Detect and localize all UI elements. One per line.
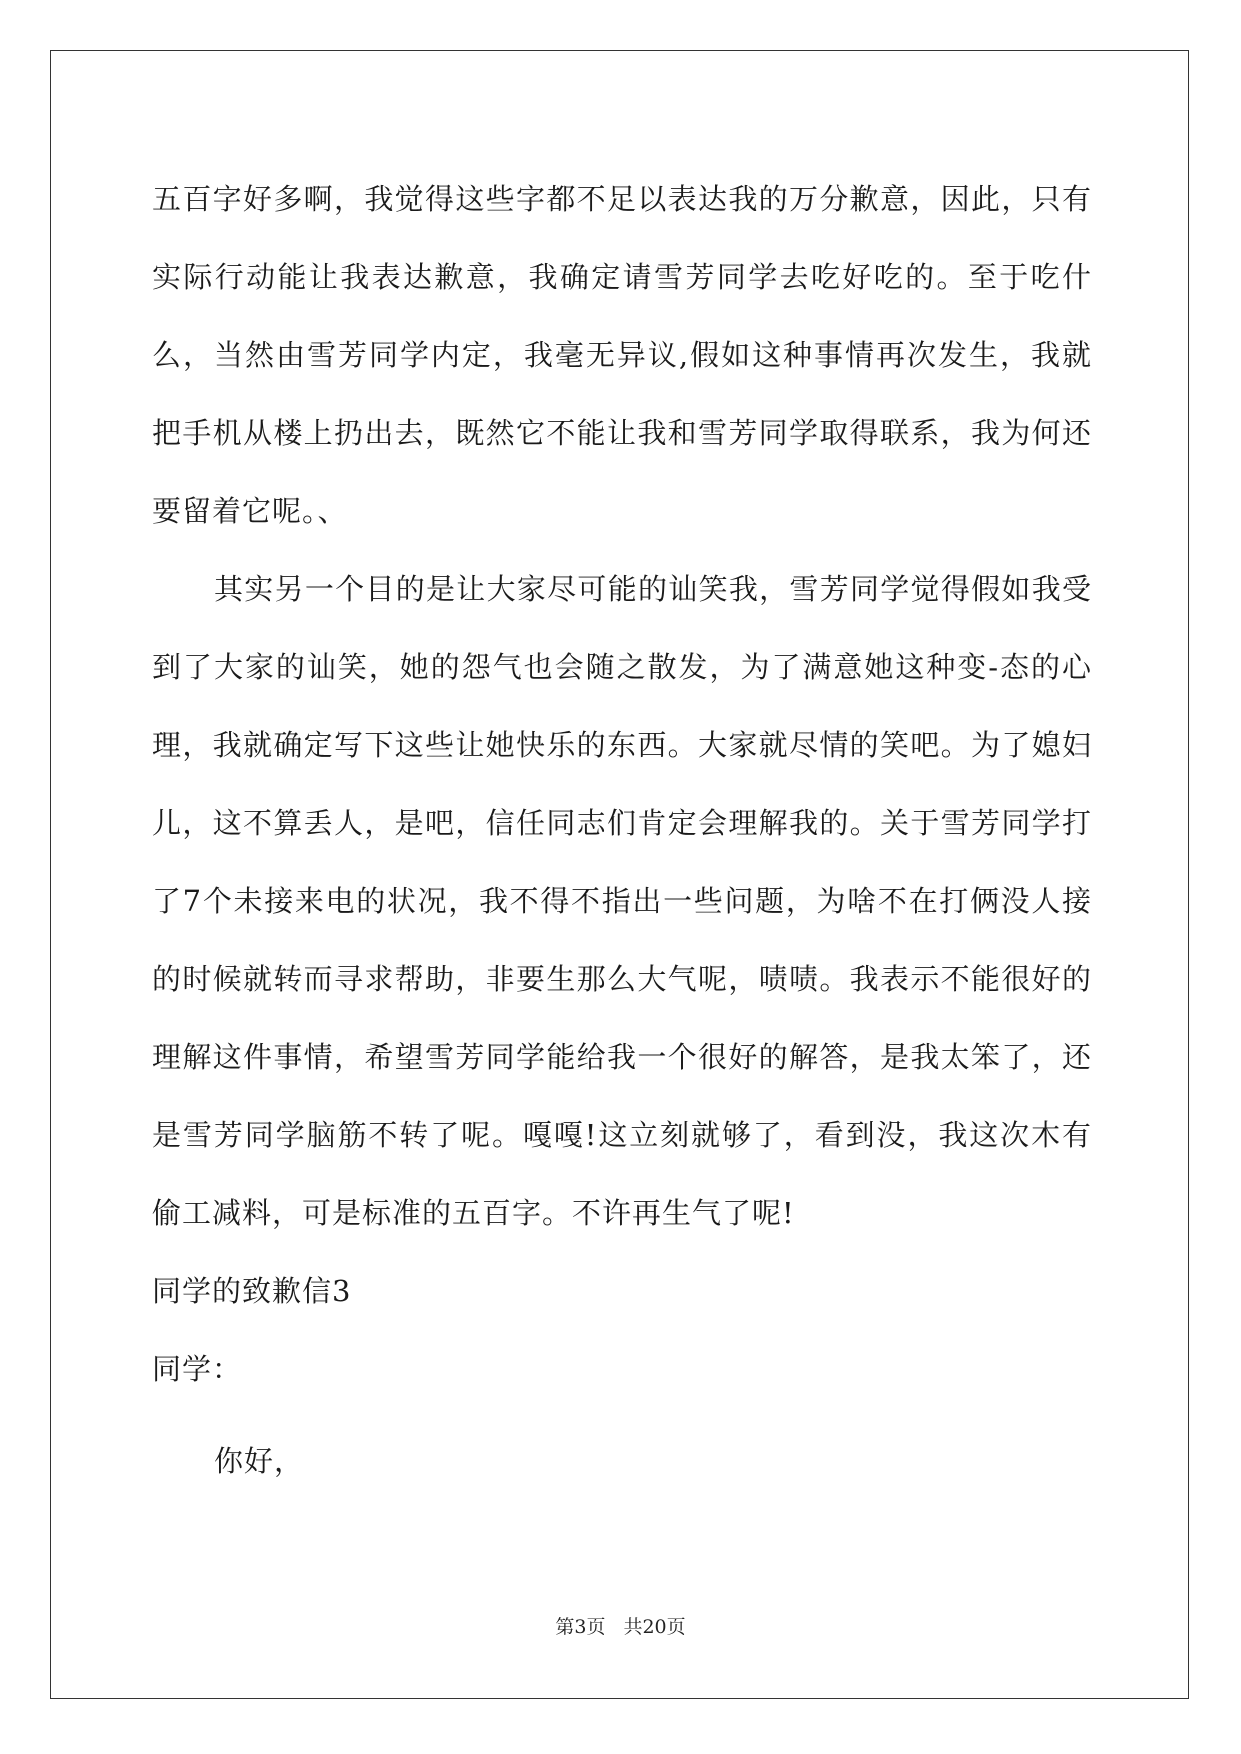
page-number: 第3页 xyxy=(555,1616,606,1638)
section-heading: 同学的致歉信3 xyxy=(152,1274,352,1308)
page-total: 共20页 xyxy=(623,1616,686,1638)
document-body xyxy=(152,160,1092,1500)
page-footer xyxy=(0,1612,1241,1639)
paragraph-2: 其实另一个目的是让大家尽可能的讪笑我，雪芳同学觉得假如我受到了大家的讪笑，她的怨气也会随之散发，为了满意她这种变-态的心理，我就确定写下这些让她快乐的东西。大家就尽情的笑吧。为了媳妇儿，这不算丢人，是吧，信任同志们肯定会理解我的。关于雪芳同学打了7个未接来电的状况，我不得不指出一些问题，为啥不在打俩没人接的时候就转而寻求帮助，非要生那么大气呢，啧啧。我表示不能很好的理解这件事情，希望雪芳同学能给我一个很好的解答，是我太笨了，还是雪芳同学脑筋不转了呢。嘎嘎!这立刻就够了，看到没，我这次木有偷工减料，可是标准的五百字。不许再生气了呢! xyxy=(152,572,1092,1230)
salutation: 同学： xyxy=(152,1352,243,1386)
paragraph-1: 五百字好多啊，我觉得这些字都不足以表达我的万分歉意，因此，只有实际行动能让我表达歉意，我确定请雪芳同学去吃好吃的。至于吃什么，当然由雪芳同学内定，我毫无异议,假如这种事情再次发生，我就把手机从楼上扔出去，既然它不能让我和雪芳同学取得联系，我为何还要留着它呢。、 xyxy=(152,182,1092,528)
greeting: 你好， xyxy=(214,1444,305,1478)
